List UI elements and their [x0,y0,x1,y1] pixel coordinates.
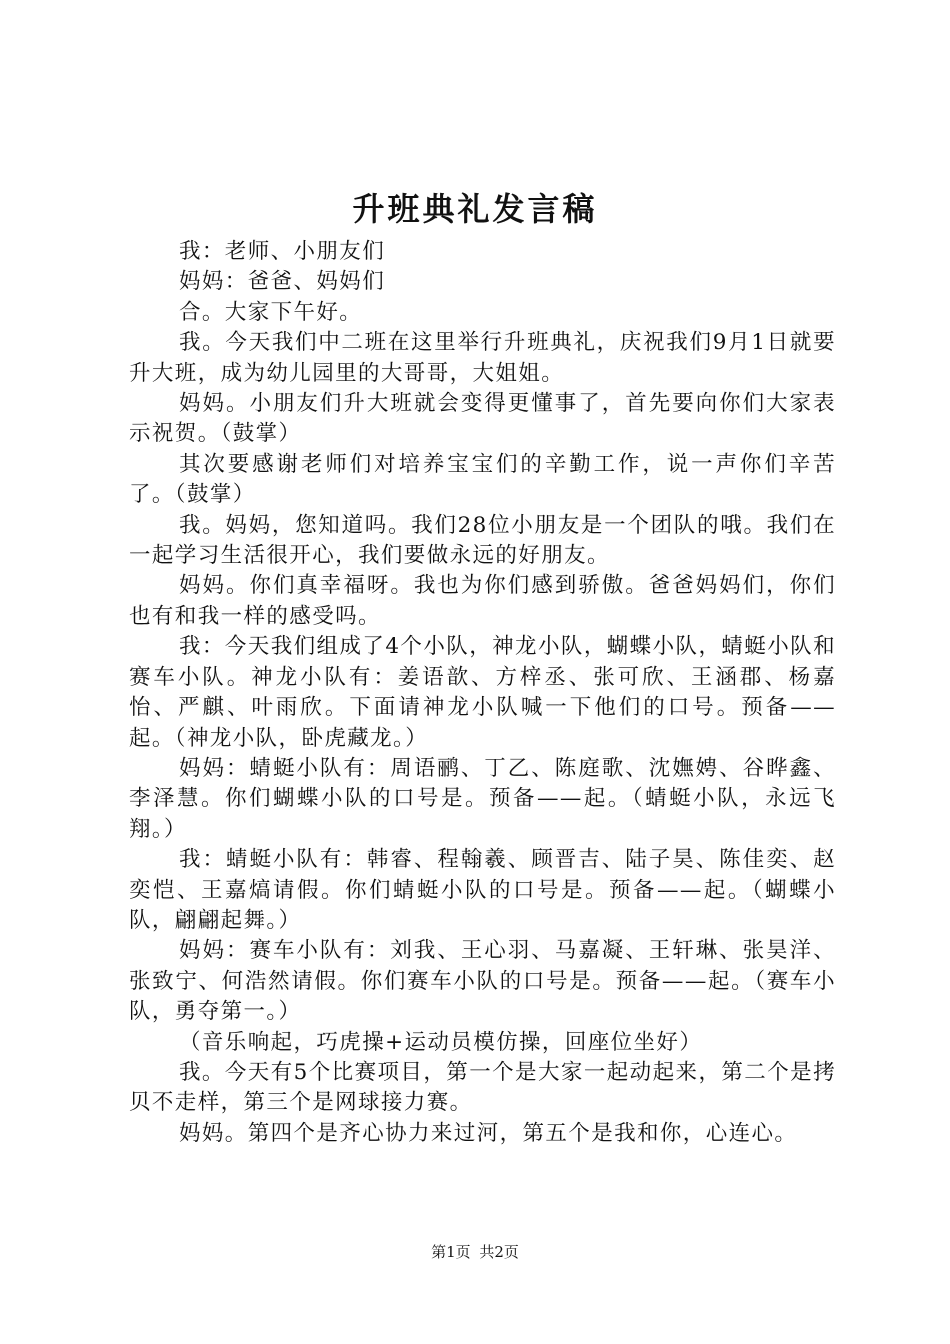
paragraph: 妈妈：爸爸、妈妈们 [179,269,386,295]
paragraph: 妈妈。小朋友们升大班就会变得更懂事了，首先要向你们大家表示祝贺。（鼓掌） [129,391,836,447]
paragraph: 妈妈。你们真幸福呀。我也为你们感到骄傲。爸爸妈妈们，你们也有和我一样的感受吗。 [129,573,836,629]
paragraph: 我。今天我们中二班在这里举行升班典礼，庆祝我们9月1日就要升大班，成为幼儿园里的大哥哥，大姐姐。 [129,330,836,386]
page-total: 共2页 [479,1243,519,1261]
document-title: 升班典礼发言稿 [352,190,598,228]
paragraph: 我：蜻蜓小队有：韩睿、程翰羲、顾晋吉、陆子昊、陈佳奕、赵奕恺、王嘉熇请假。你们蜻蜓小队的口号是。预备——起。（蝴蝶小队，翩翩起舞。） [129,847,836,933]
paragraph: 妈妈。第四个是齐心协力来过河，第五个是我和你，心连心。 [179,1120,798,1146]
page-footer [0,1242,950,1262]
page-number: 第1页 [431,1243,471,1261]
paragraph: 我。妈妈，您知道吗。我们28位小朋友是一个团队的哦。我们在一起学习生活很开心，我们要做永远的好朋友。 [129,512,836,569]
paragraph: 我。今天有5个比赛项目，第一个是大家一起动起来，第二个是拷贝不走样，第三个是网球接力赛。 [129,1059,836,1116]
paragraph: 妈妈：蜻蜓小队有：周语鹂、丁乙、陈庭歌、沈嫵娉、谷晔鑫、李泽慧。你们蝴蝶小队的口号是。预备——起。（蜻蜓小队，永远飞翔。） [129,755,836,842]
document-body [129,237,836,1149]
paragraph: （音乐响起，巧虎操+运动员模仿操，回座位坐好） [179,1029,703,1055]
paragraph: 合。大家下午好。 [179,299,363,325]
paragraph: 其次要感谢老师们对培养宝宝们的辛勤工作，说一声你们辛苦了。（鼓掌） [129,451,836,508]
paragraph: 妈妈：赛车小队有：刘我、王心羽、马嘉凝、王轩琳、张昊洋、张致宁、何浩然请假。你们赛车小队的口号是。预备——起。（赛车小队，勇夺第一。） [129,938,836,1025]
paragraph: 我：老师、小朋友们 [179,239,386,264]
paragraph: 我：今天我们组成了4个小队，神龙小队，蝴蝶小队，蜻蜓小队和赛车小队。神龙小队有：姜语歆、方梓丞、张可欣、王涵郡、杨嘉怡、严麒、叶雨欣。下面请神龙小队喊一下他们的口号。预备——起。（神龙小队，卧虎藏龙。） [129,634,836,751]
